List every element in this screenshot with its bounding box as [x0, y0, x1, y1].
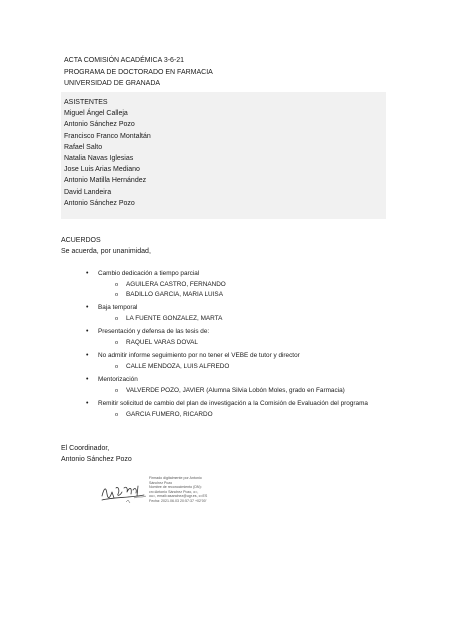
agreement-sub-text: RAQUEL VARAS DOVAL — [126, 339, 198, 346]
agreement-text: Mentorización — [98, 376, 138, 383]
agreement-sub-item — [86, 410, 396, 420]
stamp-line: Nombre de reconocimiento (DN): — [149, 485, 202, 490]
bullet-icon: • — [86, 400, 89, 407]
agreement-sub-text: CALLE MENDOZA, LUIS ALFREDO — [126, 363, 230, 370]
agreement-sub-item — [86, 362, 396, 372]
circle-bullet-icon: o — [115, 316, 119, 322]
document-header — [64, 55, 213, 90]
agreement-item — [86, 351, 396, 361]
header-line: UNIVERSIDAD DE GRANADA — [64, 80, 161, 87]
attendee-name: Antonio Sánchez Pozo — [64, 121, 135, 129]
stamp-line: Fecha: 2021.06.03 20:57:37 +02'00' — [149, 498, 207, 503]
agreements-list — [86, 269, 396, 420]
stamp-line: Firmado digitalmente por Antonio — [149, 476, 202, 480]
closing-block — [61, 444, 132, 465]
agreement-item — [86, 303, 396, 313]
attendee-name: Natalia Navas Iglesias — [64, 155, 134, 163]
agreement-sub-text: LA FUENTE GONZALEZ, MARTA — [126, 315, 223, 322]
agreement-sub-item — [86, 290, 396, 300]
agreement-sub-item — [86, 314, 396, 324]
attendee-name: Miguel Ángel Calleja — [64, 110, 128, 118]
digital-signature-stamp — [149, 476, 219, 504]
circle-bullet-icon: o — [115, 282, 119, 288]
handwritten-signature — [100, 474, 152, 514]
attendees-box — [61, 92, 386, 219]
agreement-text: No admitir informe seguimiento por no tener el VEBE de tutor y director — [98, 352, 300, 359]
agreements-intro: Se acuerda, por unanimidad, — [61, 247, 151, 255]
attendee-name: Jose Luis Arias Mediano — [64, 166, 140, 174]
circle-bullet-icon: o — [115, 412, 119, 418]
stamp-line: ou=, email=asanchez@ugr.es, c=ES — [149, 494, 208, 499]
agreement-text: Baja temporal — [98, 304, 138, 311]
agreement-sub-item — [86, 338, 396, 348]
bullet-icon: • — [86, 328, 89, 335]
attendees-title: ASISTENTES — [64, 99, 108, 106]
agreement-sub-text: VALVERDE POZO, JAVIER (Alumna Silvia Lobón Moles, grado en Farmacia) — [126, 387, 345, 394]
attendee-name: Rafael Salto — [64, 143, 103, 151]
agreements-title: ACUERDOS — [61, 237, 101, 244]
agreement-sub-text: BADILLO GARCIA, MARIA LUISA — [126, 291, 223, 298]
agreement-text: Remitir solicitud de cambio del plan de investigación a la Comisión de Evaluación del programa — [98, 400, 368, 407]
agreement-item — [86, 399, 384, 409]
agreement-item — [86, 375, 396, 385]
stamp-line: cn=Antonio Sánchez Pozo, o=, — [149, 489, 199, 494]
bullet-icon: • — [86, 352, 89, 359]
agreement-sub-text: GARCIA FUMERO, RICARDO — [126, 411, 213, 418]
agreement-text: Presentación y defensa de las tesis de: — [98, 328, 210, 335]
circle-bullet-icon: o — [115, 340, 119, 346]
attendee-name: David Landeira — [64, 188, 112, 196]
circle-bullet-icon: o — [115, 364, 119, 370]
bullet-icon: • — [86, 376, 89, 383]
attendee-name: Francisco Franco Montaltán — [64, 132, 151, 140]
header-line: PROGRAMA DE DOCTORADO EN FARMACIA — [64, 68, 213, 76]
agreement-sub-item — [86, 280, 396, 290]
attendee-name: Antonio Matilla Hernández — [64, 177, 147, 185]
bullet-icon: • — [86, 270, 89, 277]
agreements-heading — [61, 236, 151, 257]
bullet-icon: • — [86, 304, 89, 311]
agreement-item — [86, 327, 396, 337]
attendee-name: Antonio Sánchez Pozo — [64, 199, 135, 207]
agreement-sub-item — [86, 386, 396, 396]
header-line: ACTA COMISIÓN ACADÉMICA 3-6-21 — [64, 57, 185, 64]
closing-role: El Coordinador, — [61, 445, 110, 452]
stamp-line: Sánchez Pozo — [149, 480, 173, 485]
circle-bullet-icon: o — [115, 292, 119, 298]
agreement-text: Cambio dedicación a tiempo parcial — [98, 270, 200, 277]
closing-name: Antonio Sánchez Pozo — [61, 455, 132, 463]
agreement-sub-text: AGUILERA CASTRO, FERNANDO — [126, 281, 226, 288]
agreement-item — [86, 269, 396, 279]
circle-bullet-icon: o — [115, 388, 119, 394]
